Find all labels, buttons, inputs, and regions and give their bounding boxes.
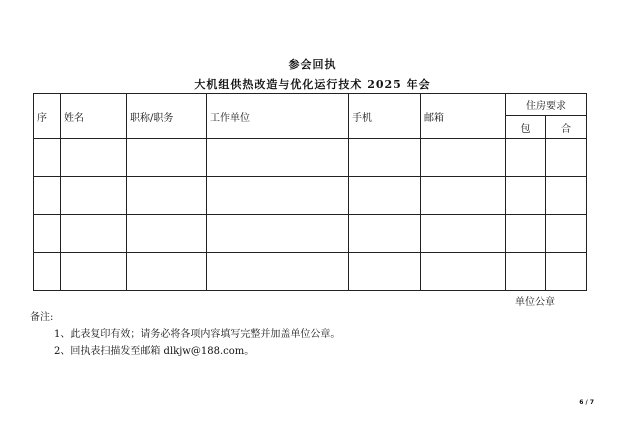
table-row: [34, 177, 587, 215]
cell-employer[interactable]: [207, 253, 349, 291]
cell-seq[interactable]: [34, 253, 61, 291]
notes-section: [30, 309, 340, 360]
cell-lodging-shared[interactable]: [546, 253, 587, 291]
cell-employer[interactable]: [207, 177, 349, 215]
cell-seq[interactable]: [34, 215, 61, 253]
cell-position[interactable]: [127, 215, 207, 253]
cell-email[interactable]: [421, 177, 506, 215]
header-lodging-shared: 合: [546, 116, 587, 139]
cell-name[interactable]: [61, 139, 127, 177]
notes-heading: 备注:: [30, 312, 54, 323]
cell-name[interactable]: [61, 177, 127, 215]
cell-name[interactable]: [61, 215, 127, 253]
cell-employer[interactable]: [207, 215, 349, 253]
header-employer: 工作单位: [207, 94, 349, 139]
header-email: 邮箱: [421, 94, 506, 139]
cell-email[interactable]: [421, 139, 506, 177]
cell-mobile[interactable]: [349, 253, 421, 291]
cell-email[interactable]: [421, 215, 506, 253]
cell-position[interactable]: [127, 139, 207, 177]
cell-email[interactable]: [421, 253, 506, 291]
header-seq: 序: [34, 94, 61, 139]
cell-lodging-shared[interactable]: [546, 177, 587, 215]
header-name: 姓名: [61, 94, 127, 139]
cell-position[interactable]: [127, 177, 207, 215]
cell-lodging-single[interactable]: [506, 139, 546, 177]
cell-seq[interactable]: [34, 139, 61, 177]
cell-seq[interactable]: [34, 177, 61, 215]
page-number: 6 / 7: [579, 399, 594, 406]
cell-position[interactable]: [127, 253, 207, 291]
cell-lodging-shared[interactable]: [546, 139, 587, 177]
cell-lodging-shared[interactable]: [546, 215, 587, 253]
cell-mobile[interactable]: [349, 177, 421, 215]
cell-name[interactable]: [61, 253, 127, 291]
stamp-label: 单位公章: [515, 297, 555, 308]
header-mobile: 手机: [349, 94, 421, 139]
cell-lodging-single[interactable]: [506, 253, 546, 291]
note-item-1: 1、此表复印有效；请务必将各项内容填写完整并加盖单位公章。: [54, 329, 341, 340]
cell-lodging-single[interactable]: [506, 177, 546, 215]
table-row: [34, 215, 587, 253]
note-item-2: 2、回执表扫描发至邮箱 dlkjw@188.com。: [54, 346, 255, 357]
registration-table: [33, 93, 587, 291]
cell-lodging-single[interactable]: [506, 215, 546, 253]
header-lodging: 住房要求: [506, 94, 587, 116]
header-position: 职称/职务: [127, 94, 207, 139]
table-row: [34, 253, 587, 291]
table-row: [34, 139, 587, 177]
document-title: 参会回执: [288, 58, 337, 71]
cell-employer[interactable]: [207, 139, 349, 177]
header-lodging-single: 包: [506, 116, 546, 139]
cell-mobile[interactable]: [349, 139, 421, 177]
document-subtitle: 大机组供热改造与优化运行技术 2025 年会: [194, 78, 431, 91]
cell-mobile[interactable]: [349, 215, 421, 253]
